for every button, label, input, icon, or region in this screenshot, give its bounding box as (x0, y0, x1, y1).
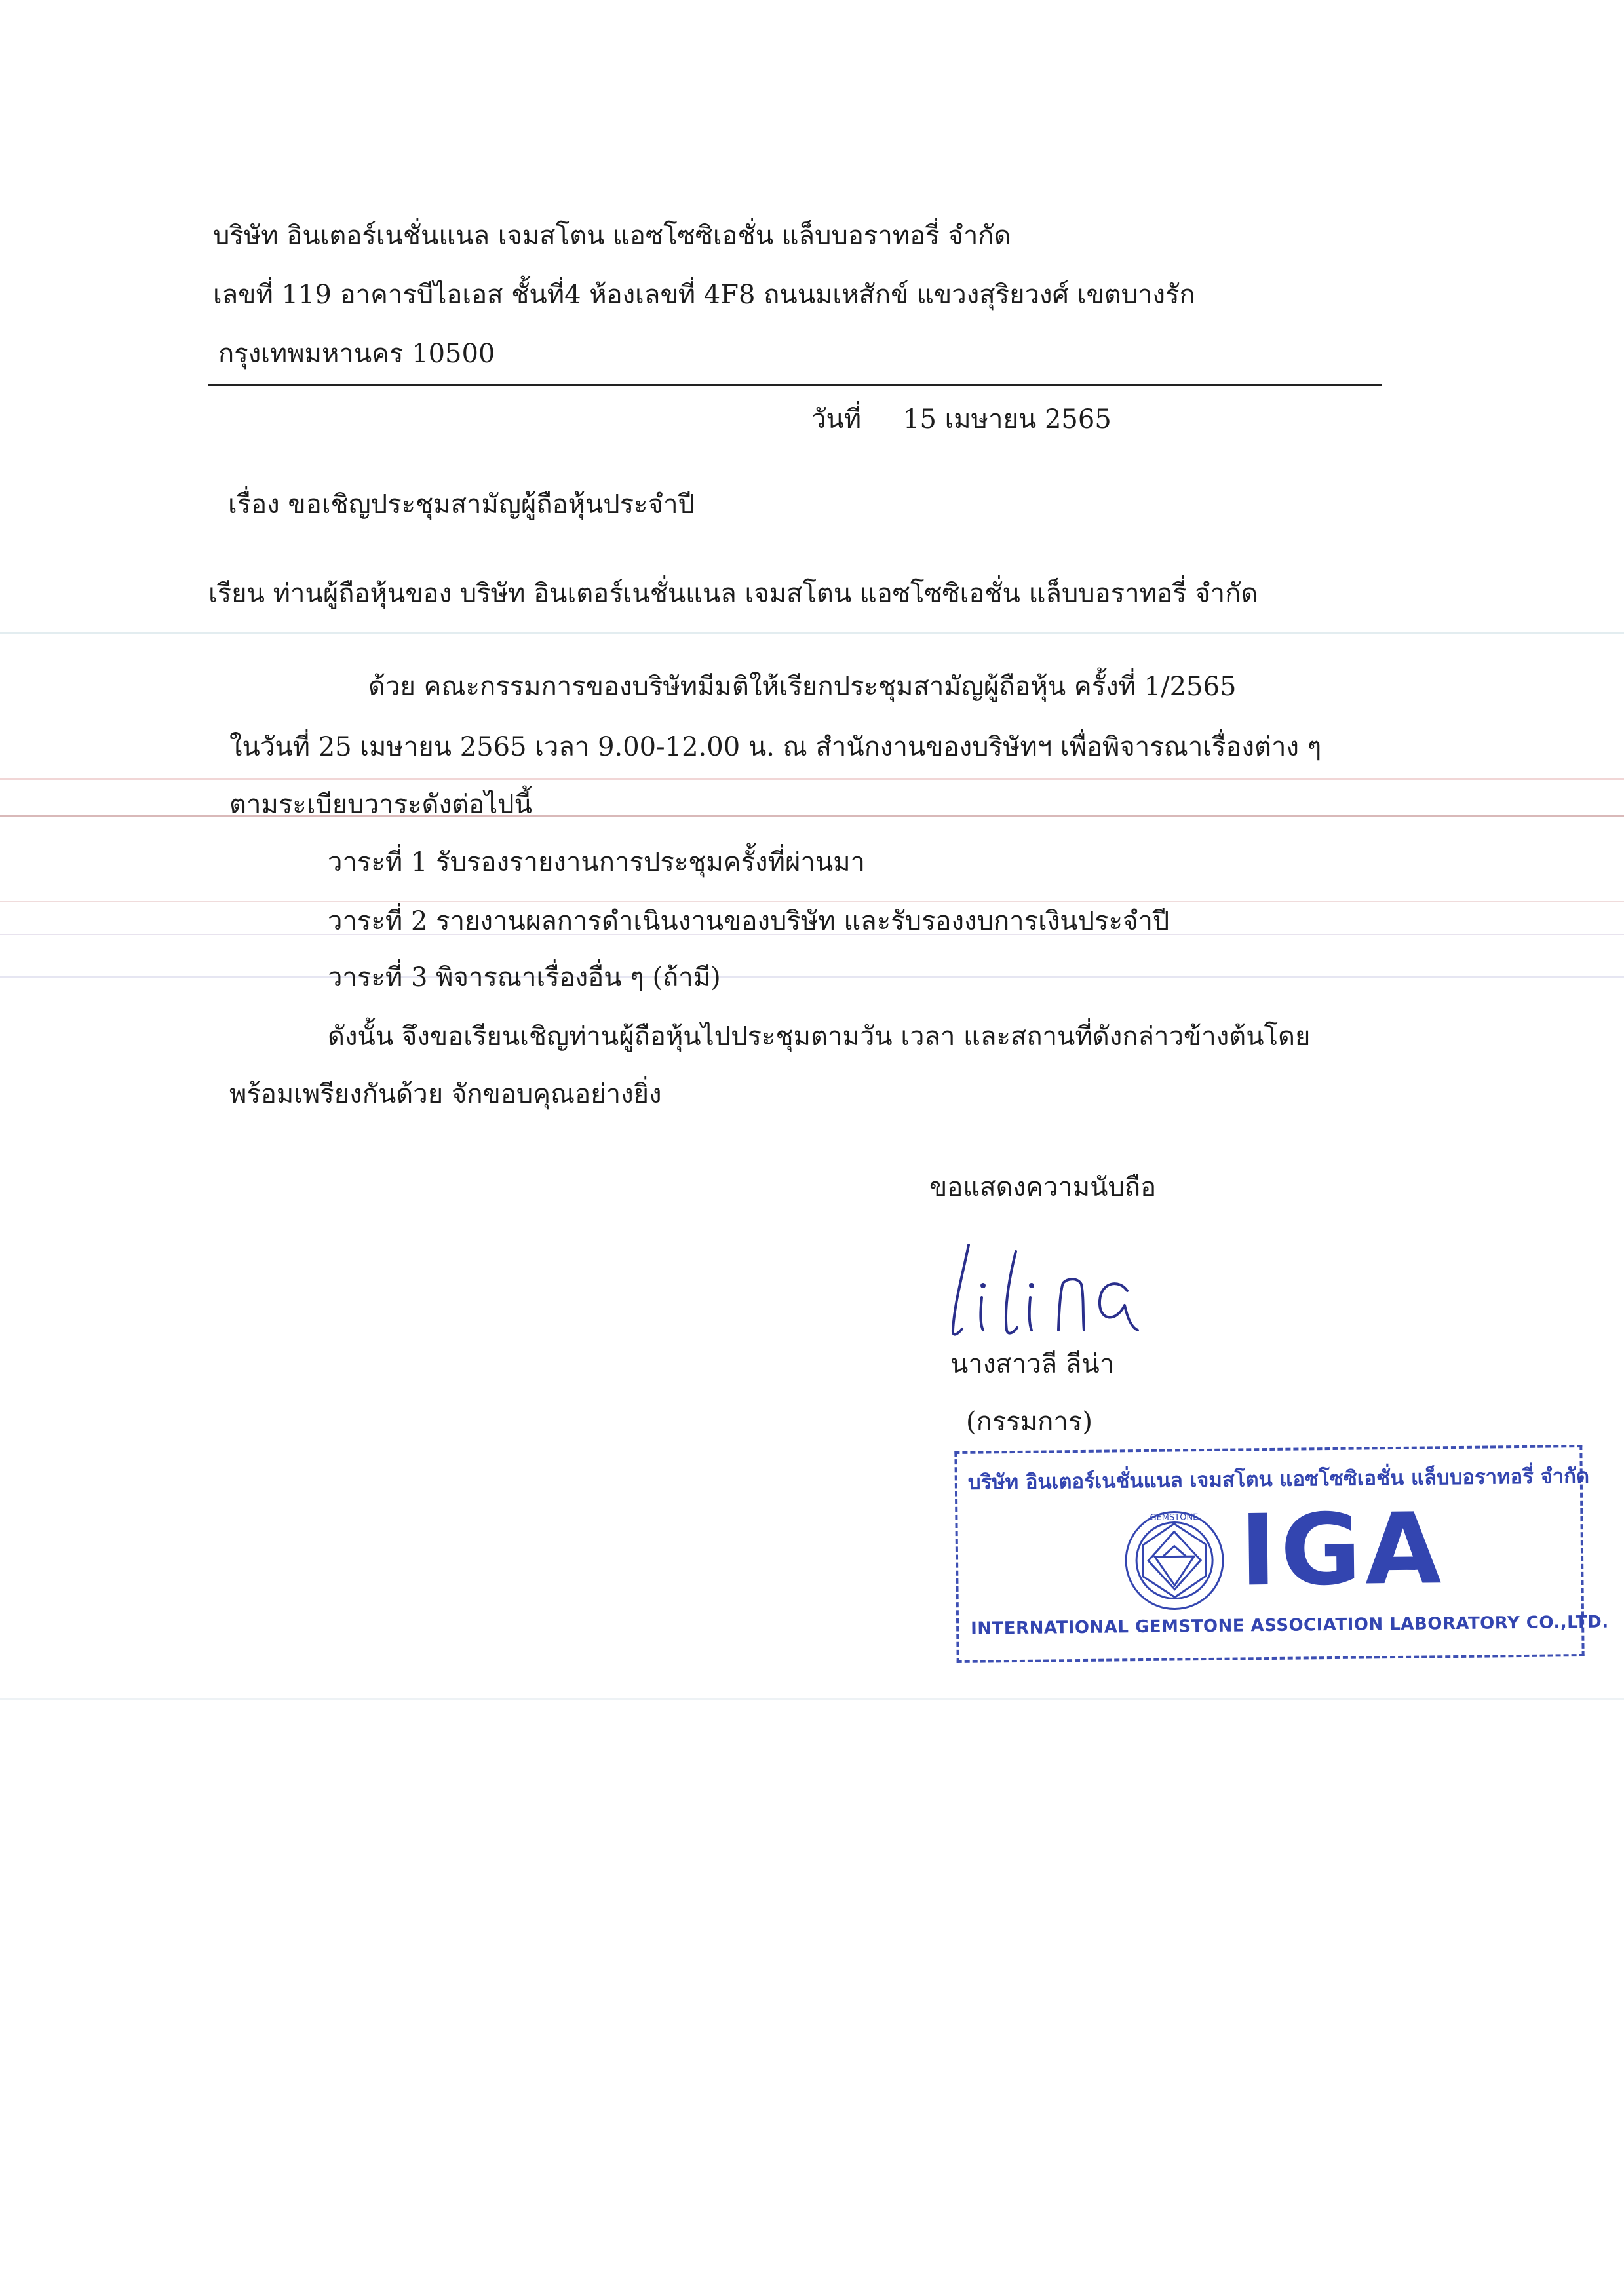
recipient-line: เรียน ท่านผู้ถือหุ้นของ บริษัท อินเตอร์เนชั่นแนล เจมสโตน แอซโซซิเอชั่น แล็บบอราทอรี่ จำกัด (208, 579, 1258, 609)
stamp-english-name: INTERNATIONAL GEMSTONE ASSOCIATION LABORATORY CO.,LTD. (971, 1612, 1609, 1639)
agenda-item: วาระที่ 3 พิจารณาเรื่องอื่น ๆ (ถ้ามี) (328, 963, 721, 993)
seal-text: GEMSTONE (1150, 1512, 1199, 1523)
agenda-item: วาระที่ 1 รับรองรายงานการประชุมครั้งที่ผ่านมา (328, 847, 866, 877)
body-paragraph-line: ในวันที่ 25 เมษายน 2565 เวลา 9.00-12.00 น. ณ สำนักงานของบริษัทฯ เพื่อพิจารณาเรื่องต่าง ๆ (229, 732, 1322, 762)
company-address-line2: กรุงเทพมหานคร 10500 (218, 339, 495, 369)
date-label: วันที่ (811, 404, 862, 434)
scan-line (0, 1698, 1624, 1700)
body-paragraph-line: ดังนั้น จึงขอเรียนเชิญท่านผู้ถือหุ้นไปประชุมตามวัน เวลา และสถานที่ดังกล่าวข้างต้นโดย (328, 1022, 1311, 1052)
signature (944, 1232, 1153, 1352)
signer-title: (กรรมการ) (966, 1407, 1092, 1437)
date-value: 15 เมษายน 2565 (903, 404, 1112, 434)
body-paragraph-line: พร้อมเพรียงกันด้วย จักขอบคุณอย่างยิ่ง (229, 1079, 662, 1109)
body-paragraph-line: ด้วย คณะกรรมการของบริษัทมีมติให้เรียกประชุมสามัญผู้ถือหุ้น ครั้งที่ 1/2565 (368, 672, 1237, 702)
body-paragraph-line: ตามระเบียบวาระดังต่อไปนี้ (229, 790, 532, 820)
signer-name: นางสาวลี ลีน่า (950, 1349, 1115, 1379)
agenda-item: วาระที่ 2 รายงานผลการดำเนินงานของบริษัท และรับรองงบการเงินประจำปี (328, 906, 1170, 936)
scan-line (0, 632, 1624, 634)
scan-line (0, 778, 1624, 780)
header-divider (208, 384, 1382, 386)
company-address-line1: เลขที่ 119 อาคารบีไอเอส ชั้นที่4 ห้องเลขที่ 4F8 ถนนมเหสักข์ แขวงสุริยวงศ์ เขตบางรัก (213, 280, 1195, 310)
gem-seal-icon (1121, 1508, 1228, 1617)
stamp-logo-text: IGA (1239, 1492, 1446, 1609)
company-name: บริษัท อินเตอร์เนชั่นแนล เจมสโตน แอซโซซิเอชั่น แล็บบอราทอรี่ จำกัด (213, 221, 1011, 251)
closing-regards: ขอแสดงความนับถือ (929, 1172, 1157, 1202)
scan-line (0, 976, 1624, 978)
company-stamp (954, 1445, 1609, 1663)
subject-line: เรื่อง ขอเชิญประชุมสามัญผู้ถือหุ้นประจำปี (228, 489, 695, 520)
stamp-thai-name: บริษัท อินเตอร์เนชั่นแนล เจมสโตน แอซโซซิเอชั่น แล็บบอราทอรี่ จำกัด (967, 1464, 1590, 1495)
